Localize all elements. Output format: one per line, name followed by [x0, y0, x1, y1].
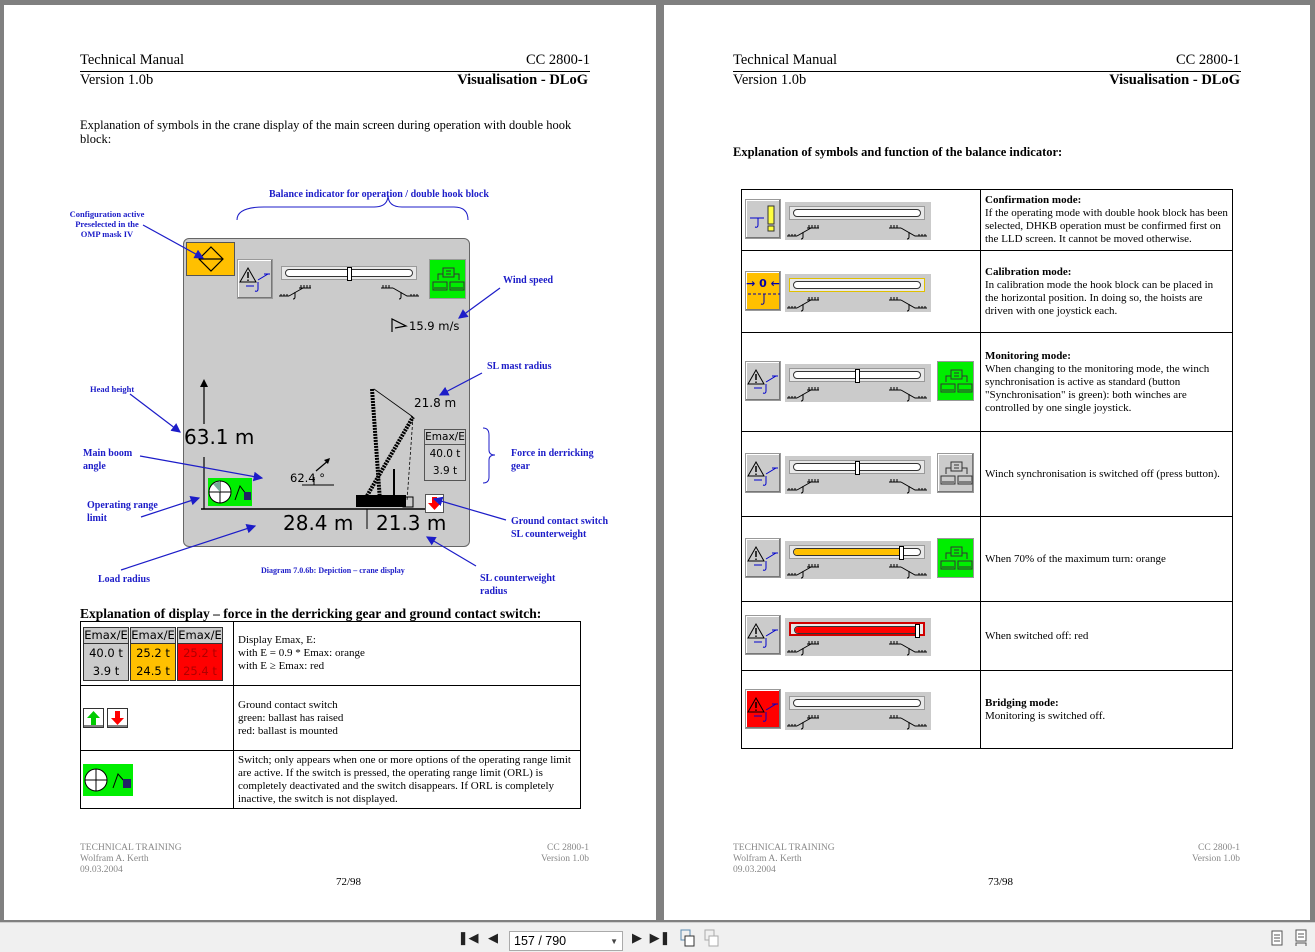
- row-text: [234, 622, 581, 686]
- intro-text: Explanation of symbols in the crane display of the main screen during operation with double hook block:: [80, 118, 572, 146]
- header-manual: Technical Manual: [80, 52, 185, 68]
- boom-angle-value: 62.4 °: [290, 471, 326, 485]
- synchronisation-button[interactable]: [937, 361, 974, 401]
- symbol-cell: [742, 432, 981, 517]
- table-row: [742, 432, 1233, 517]
- caption-line: Ground contact switch: [511, 516, 609, 527]
- mode-title: Confirmation mode:: [985, 194, 1082, 206]
- slider-track: [789, 278, 925, 292]
- page-number: 73/98: [988, 876, 1014, 888]
- pdf-page-73: [664, 5, 1310, 920]
- emax-value: 25.2 t: [178, 644, 222, 662]
- emax-label: Emax/E: [425, 431, 465, 443]
- caption-mast: SL mast radius: [487, 361, 552, 372]
- head-height-value: 63.1 m: [184, 425, 255, 449]
- table-row: [81, 751, 581, 809]
- slider-thumb[interactable]: [855, 461, 860, 475]
- emax-value: 40.0 t: [429, 448, 461, 460]
- description-cell: [981, 671, 1233, 749]
- balance-slider[interactable]: [785, 692, 931, 730]
- footer-left: [80, 843, 182, 876]
- caption-balance: Balance indicator for operation / double hook block: [269, 189, 489, 200]
- footer-right: [541, 843, 589, 865]
- winch-hooks-icon: [785, 222, 931, 244]
- row-text: Switch; only appears when one or more options of the operating range limit are active. If the switch is pressed, the operating range limit (ORL) is completely deactivated and the switch disappears. If ORL is completely inactive, the switch is not displayed.: [234, 751, 581, 809]
- table-row: [81, 622, 581, 686]
- footer-line: CC 2800-1: [1198, 843, 1240, 853]
- table-row: [742, 251, 1233, 333]
- slider-rail: [794, 626, 920, 634]
- page-indicator: 157 / 790: [514, 934, 567, 948]
- balance-slider[interactable]: [785, 202, 931, 240]
- symbol-cell: [742, 602, 981, 671]
- slider-track: [789, 696, 925, 710]
- slider-track: [789, 368, 925, 382]
- next-page-icon[interactable]: ▶: [632, 930, 642, 945]
- mode-title: Monitoring mode:: [985, 349, 1071, 362]
- caption-line: angle: [83, 461, 106, 472]
- mode-description: If the operating mode with double hook block has been selected, DHKB operation must be confirmed first on the LLD screen. It cannot be moved otherwise.: [985, 207, 1228, 245]
- slider-thumb[interactable]: [899, 546, 904, 560]
- mast-radius-value: 21.8 m: [414, 396, 457, 410]
- counterweight-radius-value: 21.3 m: [376, 511, 447, 535]
- fit-page-icon[interactable]: [679, 929, 697, 947]
- emax-value: 40.0 t: [84, 644, 128, 662]
- balance-widget: [745, 453, 977, 495]
- table-row: [81, 686, 581, 751]
- arrow-down-red-icon: [107, 708, 128, 728]
- balance-slider[interactable]: [785, 364, 931, 402]
- caption-line: Force in derricking: [511, 448, 594, 459]
- footer-line: TECHNICAL TRAINING: [80, 843, 182, 853]
- e-value: 25.4 t: [178, 662, 222, 680]
- balance-widget: [745, 689, 977, 731]
- winch-hooks-icon: [785, 712, 931, 734]
- winch-hooks-icon: [785, 638, 931, 660]
- header-version: Version 1.0b: [80, 72, 154, 88]
- description-cell: [981, 432, 1233, 517]
- mode-description: Monitoring is switched off.: [985, 709, 1106, 722]
- text-line: with E ≥ Emax: red: [238, 660, 325, 672]
- description-cell: [981, 190, 1233, 251]
- hook-icon: [746, 272, 782, 312]
- symbol-cell: [742, 251, 981, 333]
- emax-value: 25.2 t: [131, 644, 175, 662]
- caption-config-line: Configuration active: [69, 209, 145, 219]
- caption-line: Main boom: [83, 448, 133, 459]
- description-cell: [981, 251, 1233, 333]
- ground-switch-cell: [81, 686, 234, 751]
- balance-slider[interactable]: [785, 274, 931, 312]
- e-value: 24.5 t: [131, 662, 175, 680]
- warning-hook-icon[interactable]: [745, 361, 781, 401]
- balance-widget: [745, 615, 977, 657]
- table-row: [742, 602, 1233, 671]
- caption-config-line: OMP mask IV: [80, 229, 134, 239]
- single-page-icon[interactable]: [1268, 929, 1286, 947]
- header-version: Version 1.0b: [733, 72, 807, 88]
- arrow-up-green-icon: [83, 708, 104, 728]
- annotation-arrows: [4, 5, 656, 625]
- footer-line: Wolfram A. Kerth: [733, 854, 802, 864]
- slider-thumb[interactable]: [855, 369, 860, 383]
- last-page-icon[interactable]: ▶❚: [649, 930, 671, 945]
- mode-description: Winch synchronisation is switched off (press button).: [985, 467, 1220, 480]
- balance-widget: [745, 271, 977, 313]
- text-line: with E = 0.9 * Emax: orange: [238, 647, 365, 659]
- header-section: Visualisation - DLoG: [1109, 72, 1240, 88]
- description-cell: [981, 517, 1233, 602]
- mode-title: Calibration mode:: [985, 265, 1072, 278]
- caption-load: Load radius: [98, 574, 150, 585]
- mode-description: In calibration mode the hook block can be placed in the horizontal position. In doing so, the hoists are driven with one joystick each.: [985, 278, 1214, 317]
- footer-right: [1192, 843, 1240, 865]
- caption-line: limit: [87, 513, 107, 524]
- section-heading: Explanation of symbols and function of the balance indicator:: [733, 145, 1063, 159]
- winch-hooks-icon: [785, 384, 931, 406]
- emax-label: Emax/E: [131, 627, 175, 642]
- text-line: Ground contact switch: [238, 698, 338, 711]
- confirm-hook-icon[interactable]: [745, 199, 781, 239]
- mode-description: When 70% of the maximum turn: orange: [985, 552, 1166, 565]
- warning-hook-icon[interactable]: [745, 689, 781, 729]
- mode-description: When switched off: red: [985, 629, 1089, 642]
- mode-title: Bridging mode:: [985, 696, 1059, 709]
- e-value: 3.9 t: [432, 465, 458, 477]
- emax-label: Emax/E: [84, 627, 128, 642]
- table-row: [742, 333, 1233, 432]
- e-value: 3.9 t: [84, 662, 128, 680]
- calibration-button[interactable]: [745, 271, 781, 311]
- synchronisation-button[interactable]: [937, 538, 974, 578]
- caption-line: SL counterweight: [480, 573, 556, 584]
- balance-widget: [745, 199, 977, 241]
- header-model: CC 2800-1: [525, 52, 590, 68]
- table-row: [742, 190, 1233, 251]
- balance-widget: [745, 361, 977, 403]
- winch-hooks-icon: [785, 561, 931, 583]
- header-model: CC 2800-1: [1175, 52, 1240, 68]
- slider-rail: [793, 463, 921, 471]
- header-manual: Technical Manual: [733, 52, 838, 68]
- caption-config-line: Preselected in the: [75, 219, 139, 229]
- symbol-cell: [742, 671, 981, 749]
- caption-line: gear: [511, 461, 530, 472]
- slider-rail: [793, 209, 921, 217]
- text-line: Display Emax, E:: [238, 634, 316, 646]
- caption-line: radius: [480, 586, 508, 597]
- load-radius-value: 28.4 m: [283, 511, 354, 535]
- warning-hook-icon[interactable]: [745, 538, 781, 578]
- caption-head: Head height: [90, 384, 135, 394]
- warning-hook-icon[interactable]: [745, 453, 781, 493]
- emax-sample: [177, 627, 223, 681]
- description-cell: [981, 602, 1233, 671]
- footer-left: [733, 843, 835, 876]
- operating-range-icon: [83, 764, 133, 796]
- balance-modes-table: [741, 189, 1233, 749]
- symbol-cell: [742, 517, 981, 602]
- calibration-label: → 0 ←: [746, 276, 780, 290]
- synchronisation-button[interactable]: [937, 453, 974, 493]
- first-page-icon[interactable]: ❚◀: [457, 930, 479, 945]
- mode-description: When changing to the monitoring mode, the winch synchronisation is active as standard (button "Synchronisation" is green): both winches are controlled by one single joystick.: [985, 362, 1210, 414]
- fit-width-icon[interactable]: [703, 929, 721, 947]
- emax-label: Emax/E: [178, 627, 222, 642]
- continuous-page-icon[interactable]: [1292, 929, 1310, 947]
- emax-samples-cell: [81, 622, 234, 686]
- slider-track: [789, 460, 925, 474]
- slider-track: [789, 545, 925, 559]
- slider-rail: [793, 371, 921, 379]
- symbol-cell: [742, 190, 981, 251]
- footer-line: 09.03.2004: [80, 865, 123, 875]
- balance-slider[interactable]: [785, 618, 931, 656]
- page-selector[interactable]: [509, 931, 623, 951]
- slider-fill-orange: [794, 549, 901, 555]
- balance-widget: [745, 538, 977, 580]
- balance-slider[interactable]: [785, 456, 931, 494]
- description-cell: [981, 333, 1233, 432]
- text-line: red: ballast is mounted: [238, 724, 338, 737]
- slider-track: [789, 622, 925, 636]
- table-row: [742, 517, 1233, 602]
- slider-rail: [793, 699, 921, 707]
- footer-line: Version 1.0b: [540, 854, 589, 864]
- caption-line: Operating range: [87, 500, 158, 511]
- caption-line: SL counterweight: [511, 529, 587, 540]
- header-section: Visualisation - DLoG: [457, 72, 588, 88]
- slider-rail: [793, 281, 921, 289]
- slider-rail: [793, 548, 921, 556]
- row-text: [234, 686, 581, 751]
- emax-sample: [130, 627, 176, 681]
- pdf-page-72: [4, 5, 656, 920]
- footer-line: 09.03.2004: [733, 865, 776, 875]
- slider-thumb[interactable]: [915, 624, 920, 638]
- emax-sample: [83, 627, 129, 681]
- table-title: Explanation of display – force in the derricking gear and ground contact switch:: [80, 606, 542, 621]
- footer-line: Wolfram A. Kerth: [80, 854, 149, 864]
- footer-line: Version 1.0b: [1191, 854, 1240, 864]
- slider-fill-red: [795, 627, 919, 633]
- previous-page-icon[interactable]: ◀: [488, 930, 498, 945]
- chevron-down-icon: ▼: [610, 937, 618, 946]
- page-number: 72/98: [336, 876, 362, 888]
- winch-hooks-icon: [785, 294, 931, 316]
- table-row: [742, 671, 1233, 749]
- winch-hooks-icon: [785, 476, 931, 498]
- footer-line: CC 2800-1: [547, 843, 589, 853]
- orl-switch-cell: [81, 751, 234, 809]
- slider-track: [789, 206, 925, 220]
- diagram-caption: Diagram 7.0.6b: Depiction – crane display: [261, 566, 405, 575]
- warning-hook-icon[interactable]: [745, 615, 781, 655]
- symbol-cell: [742, 333, 981, 432]
- balance-slider[interactable]: [785, 541, 931, 579]
- display-explanation-table: [80, 621, 581, 809]
- caption-wind: Wind speed: [503, 275, 554, 286]
- wind-speed-value: 15.9 m/s: [409, 319, 460, 333]
- viewer-toolbar: [0, 922, 1315, 952]
- footer-line: TECHNICAL TRAINING: [733, 843, 835, 853]
- text-line: green: ballast has raised: [238, 711, 344, 724]
